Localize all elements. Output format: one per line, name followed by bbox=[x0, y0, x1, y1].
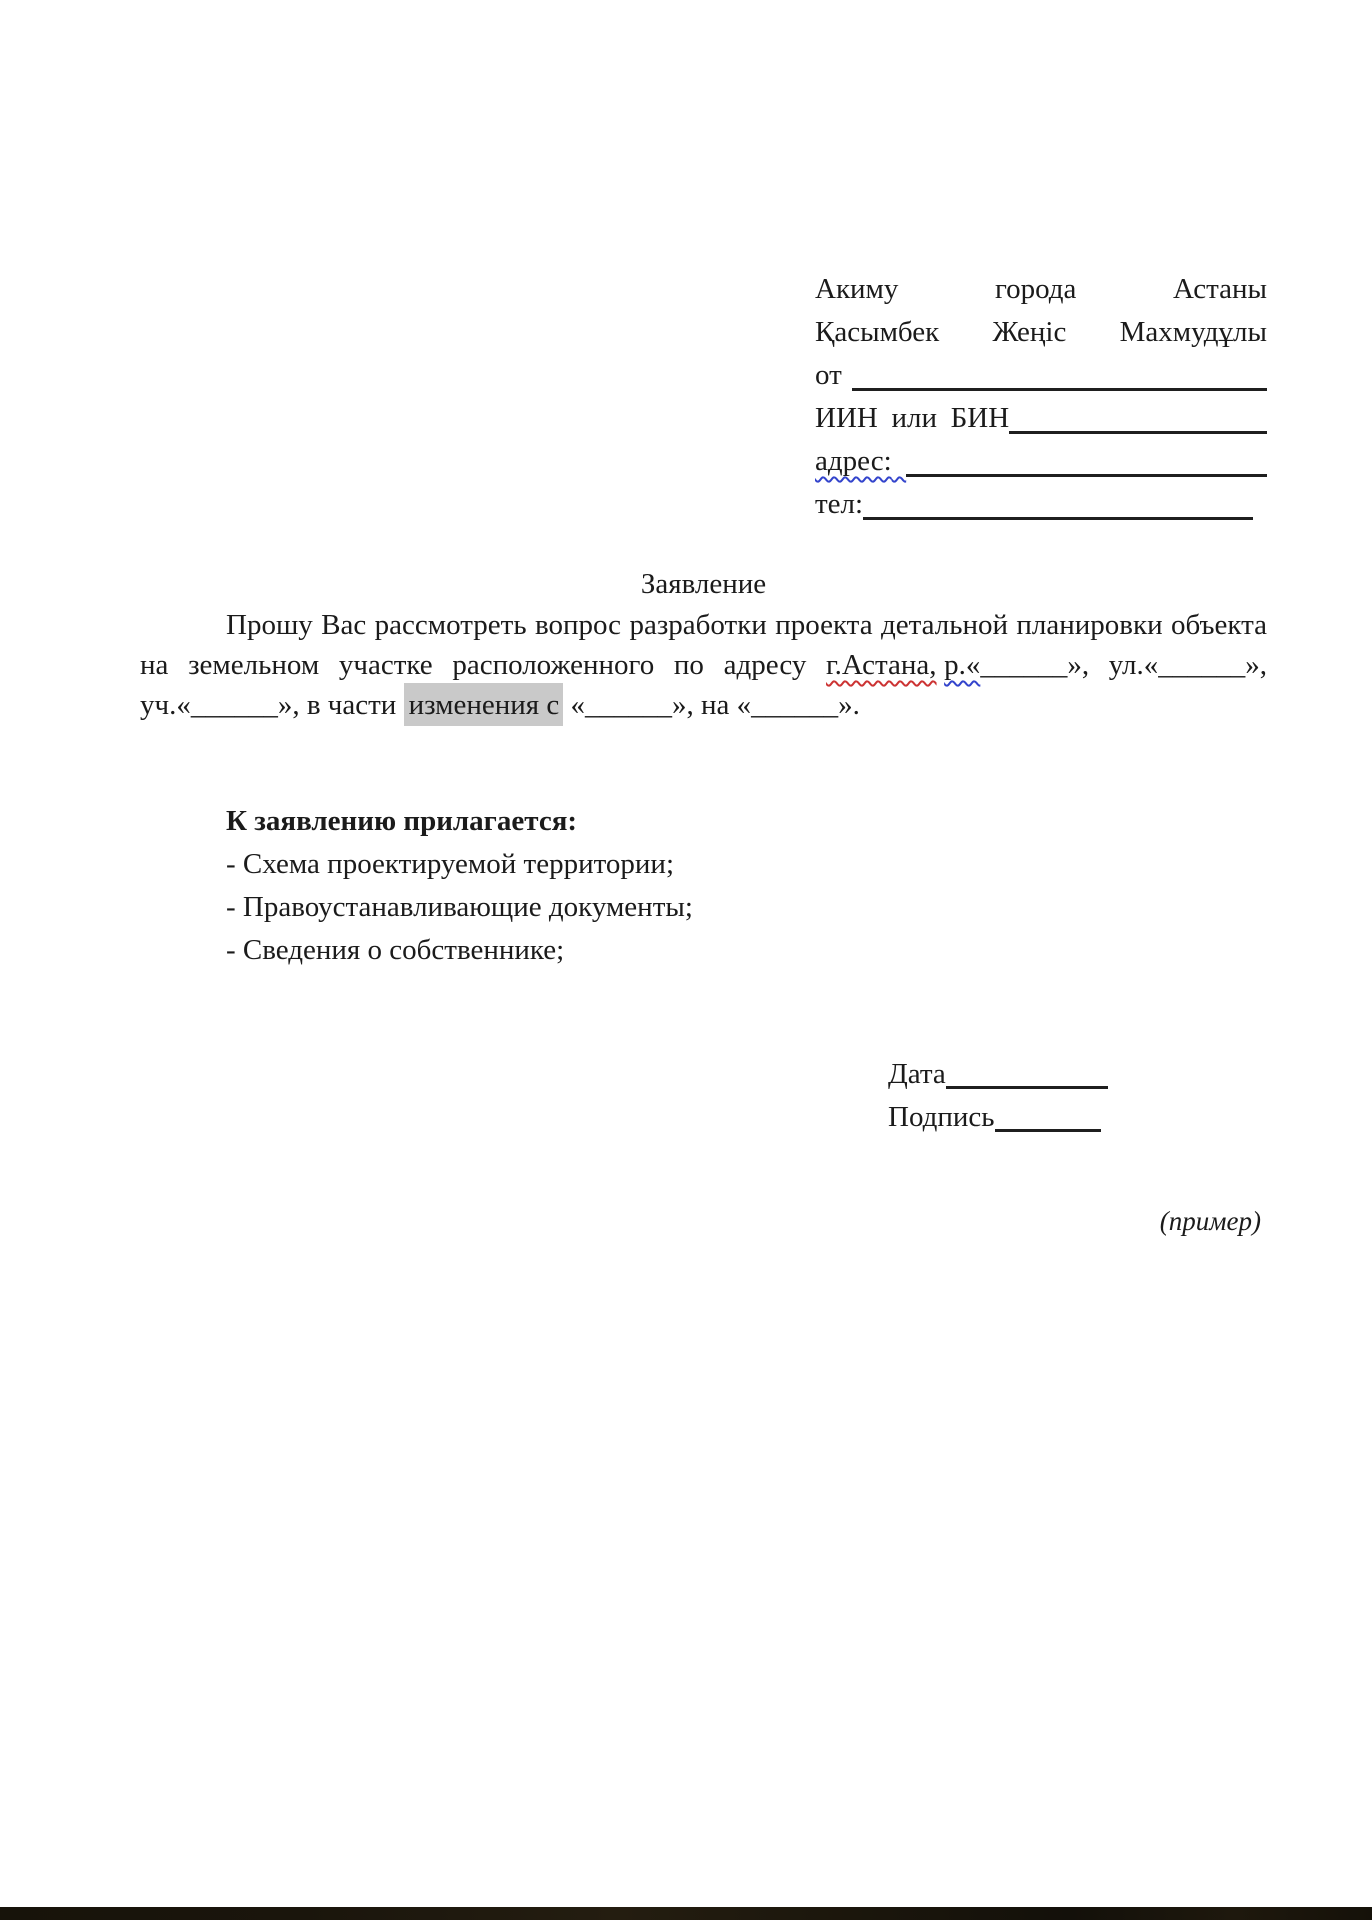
phone-row bbox=[815, 483, 1267, 526]
paragraph-tail: «______», на «______». bbox=[563, 689, 860, 721]
from-label: от bbox=[815, 359, 842, 391]
address-blank-line bbox=[906, 474, 1267, 477]
phone-blank-line bbox=[863, 517, 1253, 520]
address-row bbox=[815, 440, 1267, 483]
attachments-heading: К заявлению прилагается: bbox=[226, 805, 578, 837]
recipient-line-1: Акиму города Астаны bbox=[815, 273, 1267, 305]
from-row bbox=[815, 354, 1267, 397]
paragraph-middle: ______», ул.«______», уч.«______», в части bbox=[140, 649, 1267, 721]
phone-label: тел: bbox=[815, 488, 864, 520]
from-blank-line bbox=[852, 388, 1267, 391]
iin-label: ИИН или БИН bbox=[815, 402, 1010, 434]
request-paragraph bbox=[140, 605, 1267, 725]
recipient-block bbox=[815, 268, 1267, 526]
signature-label: Подпись bbox=[888, 1101, 995, 1133]
recipient-line-2: Қасымбек Жеңіс Махмудұлы bbox=[815, 316, 1267, 348]
date-label: Дата bbox=[888, 1058, 946, 1090]
signature-blank-line bbox=[995, 1129, 1102, 1132]
address-label-misspelled: адрес: bbox=[815, 445, 892, 477]
district-prefix-misspelled: р.« bbox=[944, 649, 981, 681]
date-blank-line bbox=[946, 1086, 1108, 1089]
highlighted-text: изменения с bbox=[404, 683, 564, 726]
iin-row bbox=[815, 397, 1267, 440]
iin-blank-line bbox=[1009, 431, 1267, 434]
signature-row bbox=[888, 1096, 1101, 1139]
attachment-item: - Сведения о собственнике; bbox=[226, 934, 565, 966]
attachments-section bbox=[226, 800, 693, 972]
document-title: Заявление bbox=[640, 568, 767, 600]
signature-block bbox=[888, 1053, 1108, 1139]
date-row bbox=[888, 1053, 1108, 1096]
city-text-misspelled: г.Астана, bbox=[826, 649, 937, 681]
paragraph-intro: Прошу Вас рассмотреть вопрос разработки проекта детальной планировки объекта на земельном участке расположенного по адресу bbox=[140, 609, 1267, 681]
bottom-bar bbox=[0, 1907, 1372, 1920]
attachment-item: - Схема проектируемой территории; bbox=[226, 848, 674, 880]
example-note: (пример) bbox=[1159, 1206, 1261, 1236]
attachment-item: - Правоустанавливающие документы; bbox=[226, 891, 693, 923]
